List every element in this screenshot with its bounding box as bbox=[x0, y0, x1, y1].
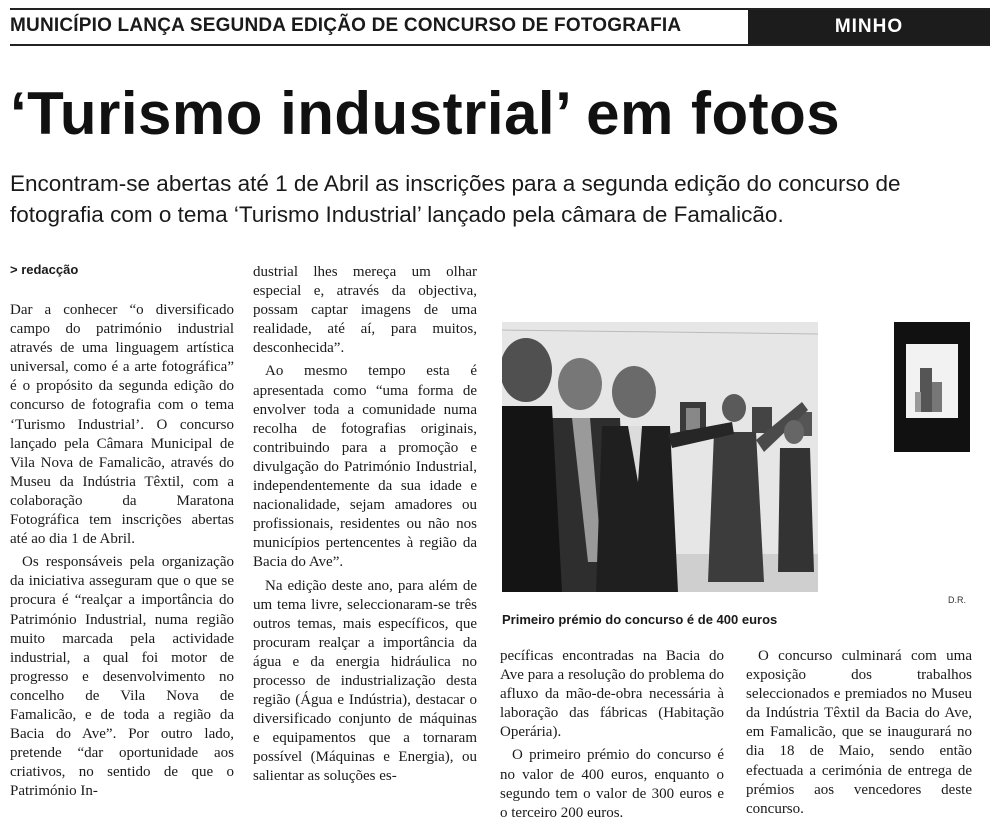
paragraph: Na edição deste ano, para além de um tema livre, seleccionaram-se três outros temas, mais específicos, que procuram realçar a importância da água e da energia hidráulica no processo de industrialização desta região (Água e Indústria), destacar o diversificado conjunto de máquinas e equipamentos que a tornaram possível (Máquinas e Energia), ou salientar as soluções es- bbox=[253, 577, 477, 785]
paragraph: Os responsáveis pela organização da iniciativa asseguram que o que se procura é “realçar a importância do Património Industrial, numa região muito marcada pela actividade industrial, a qual foi motor de progresso e desenvolvimento no concelho de Vila Nova de Famalicão, e de toda a região da Bacia do Ave”. Por outro lado, pretende “dar oportunidade aos criativos, no sentido de que o Património In- bbox=[10, 554, 234, 800]
byline: > redacção bbox=[10, 262, 79, 277]
paragraph: dustrial lhes mereça um olhar especial e, através da objectiva, possam captar imagens de uma realidade, até aí, para muitos, desconhecida”. bbox=[253, 264, 477, 357]
paragraph: O concurso culminará com uma exposição dos trabalhos seleccionados e premiados no Museu da Indústria Têxtil da Bacia do Ave, em Famalicão, que se inaugurará no dia 18 de Maio, sendo então efectuada a cerimónia de entrega de prémios aos vencedores deste concurso. bbox=[746, 648, 972, 817]
paragraph: Dar a conhecer “o diversificado campo do património industrial através de uma linguagem artística universal, como é a arte fotográfica” é o propósito da segunda edição do concurso de fotografia com o tema ‘Turismo Industrial’. O concurso lançado pela Câmara Municipal de Vila Nova de Famalicão, através do Museu da Indústria Têxtil, com a colaboração da Maratona Fotográfica tem inscrições abertas até ao dia 1 de Abril. bbox=[10, 302, 234, 548]
paragraph: O primeiro prémio do concurso é no valor de 400 euros, enquanto o segundo tem o valor de 300 euros e o terceiro 200 euros. bbox=[500, 747, 724, 821]
article-lead: Encontram-se abertas até 1 de Abril as inscrições para a segunda edição do concurso de fotografia com o tema ‘Turismo Industrial’ lançado pela câmara de Famalicão. bbox=[10, 171, 901, 227]
article-photo bbox=[502, 322, 972, 592]
photo-caption: Primeiro prémio do concurso é de 400 euros bbox=[502, 612, 778, 627]
paragraph: Ao mesmo tempo esta é apresentada como “uma forma de envolver toda a comunidade numa recolha de fotografias originais, contribuindo para a promoção e divulgação do Património Industrial, independentemente da sua idade e nacionalidade, sejam amadores ou profissionais, residentes ou não nos municípios pertencentes à região da Bacia do Ave”. bbox=[253, 363, 477, 571]
text-column-2 bbox=[253, 263, 477, 826]
text-column-1 bbox=[10, 301, 234, 826]
photo-credit: D.R. bbox=[948, 595, 966, 605]
text-column-3 bbox=[500, 647, 724, 827]
framed-picture bbox=[894, 322, 970, 452]
paragraph: pecíficas encontradas na Bacia do Ave para a resolução do problema do afluxo da mão-de-obra necessária à laboração das fábricas (Habitação Operária). bbox=[500, 648, 724, 741]
photo-scene bbox=[502, 322, 818, 592]
article-headline: ‘Turismo industrial’ em fotos bbox=[10, 80, 841, 147]
article-kicker: MUNICÍPIO LANÇA SEGUNDA EDIÇÃO DE CONCURSO DE FOTOGRAFIA bbox=[10, 15, 682, 36]
text-column-4 bbox=[746, 647, 972, 827]
top-banner bbox=[10, 8, 990, 46]
section-tag: MINHO bbox=[748, 10, 990, 44]
